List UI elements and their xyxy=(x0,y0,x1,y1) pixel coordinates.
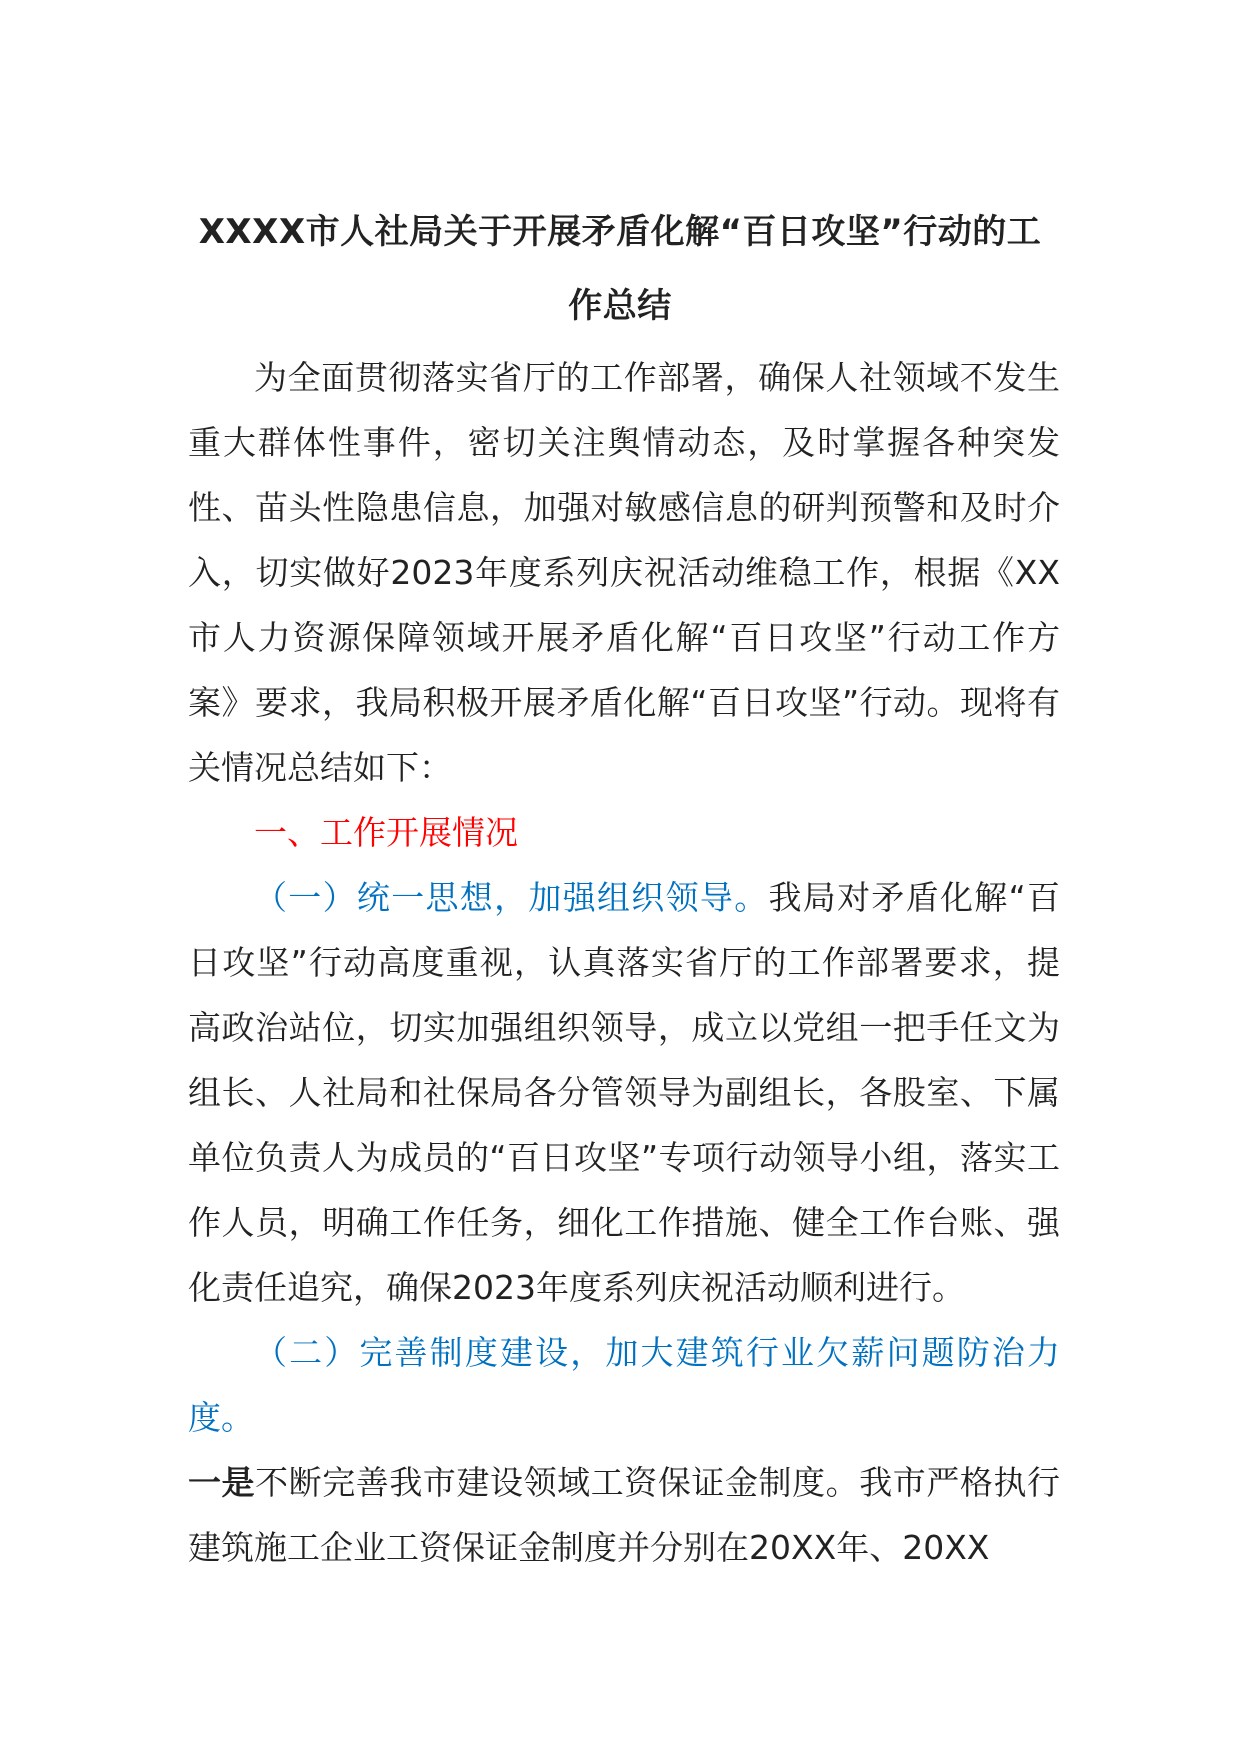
section-heading-text: 一、工作开展情况 xyxy=(254,813,518,852)
subsection-1-heading: （一）统一思想，加强组织领导。 xyxy=(254,878,769,917)
document-body xyxy=(188,345,1060,1580)
subsection-2-paragraph xyxy=(188,1450,1060,1580)
intro-paragraph: 为全面贯彻落实省厅的工作部署，确保人社领域不发生重大群体性事件，密切关注舆情动态，及时掌握各种突发性、苗头性隐患信息，加强对敏感信息的研判预警和及时介入，切实做好2023年度系列庆祝活动维稳工作，根据《XX市人力资源保障领域开展矛盾化解“百日攻坚”行动工作方案》要求，我局积极开展矛盾化解“百日攻坚”行动。现将有关情况总结如下： xyxy=(188,358,1060,787)
document-title: XXXX市人社局关于开展矛盾化解“百日攻坚”行动的工作总结 xyxy=(198,212,1042,326)
subsection-2-heading-paragraph xyxy=(188,1320,1060,1450)
section-heading xyxy=(188,800,1060,865)
subsection-1-body: 我局对矛盾化解“百日攻坚”行动高度重视，认真落实省厅的工作部署要求，提高政治站位，切实加强组织领导，成立以党组一把手任文为组长、人社局和社保局各分管领导为副组长，各股室、下属单位负责人为成员的“百日攻坚”专项行动领导小组，落实工作人员，明确工作任务，细化工作措施、健全工作台账、强化责任追究，确保2023年度系列庆祝活动顺利进行。 xyxy=(188,878,1060,1307)
subsection-2-body: 不断完善我市建设领域工资保证金制度。我市严格执行建筑施工企业工资保证金制度并分别在20XX年、20XX xyxy=(188,1463,1061,1567)
subsection-2-heading: （二）完善制度建设，加大建筑行业欠薪问题防治力度。 xyxy=(188,1333,1060,1437)
subsection-2-lead: 一是 xyxy=(188,1463,256,1502)
subsection-1-paragraph xyxy=(188,865,1060,1320)
